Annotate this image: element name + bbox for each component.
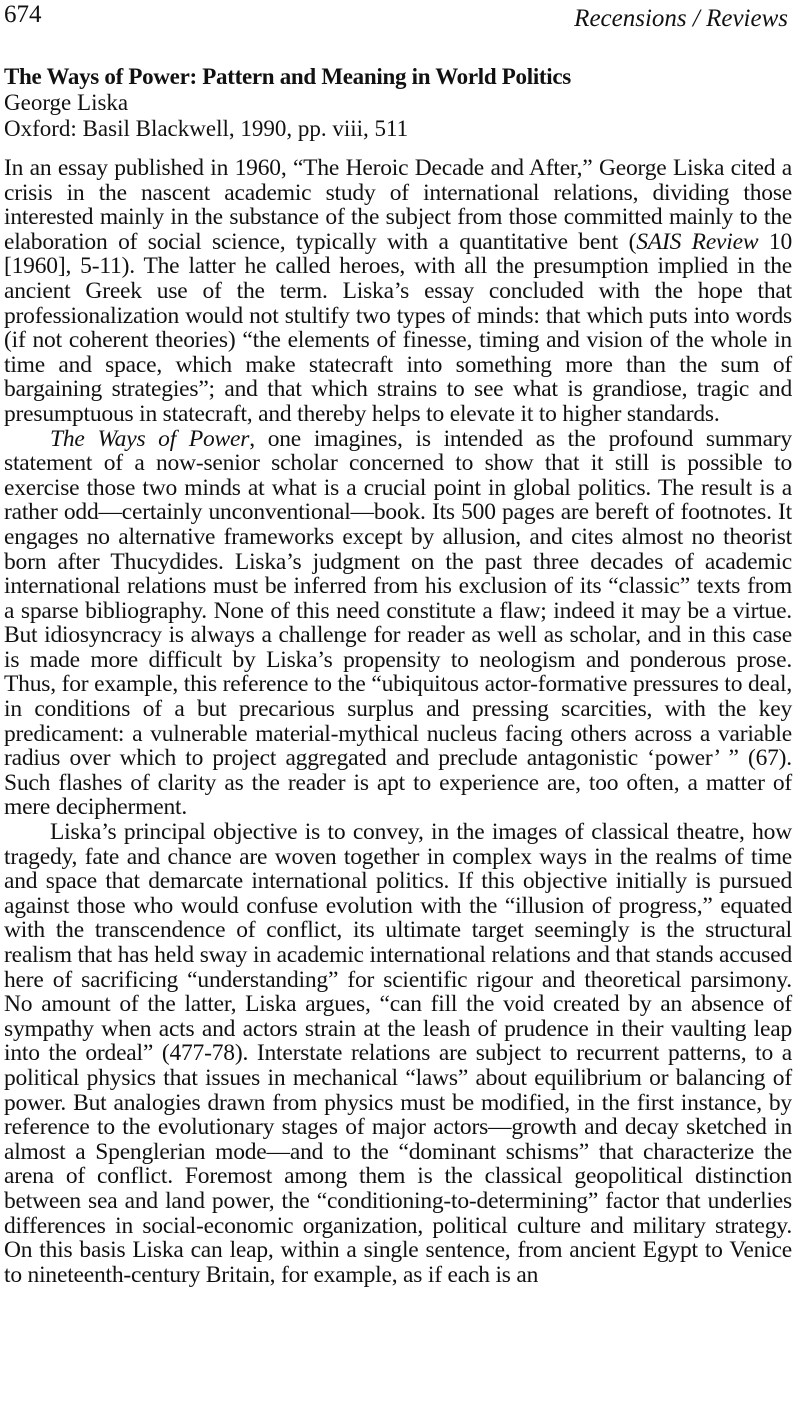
section-title: Recensions / Reviews [574, 5, 788, 32]
book-citation [4, 64, 784, 142]
journal-name: SAIS Review [636, 228, 759, 255]
review-body [4, 156, 792, 1287]
paragraph-2-text: , one imagines, is intended as the profound summary statement of a now-senior scholar concerned to show that it still is possible to exercise those two minds at what is a crucial point in global politics. The result is a rather odd—certainly unconventional—book. Its 500 pages are bereft of footnotes. It engages no alternative frameworks except by allusion, and cites almost no theorist born after Thucydides. Liska’s judgment on the past three decades of academic international relations must be inferred from his exclusion of its “classic” texts from a sparse bibliography. None of this need constitute a flaw; indeed it may be a virtue. But idiosyncracy is always a challenge for reader as well as scholar, and in this case is made more difficult by Liska’s propensity to neologism and ponderous prose. Thus, for example, this reference to the “ubiquitous actor-formative pressures to deal, in conditions of a but precarious surplus and pressing scarcities, with the key predicament: a vulnerable material-mythical nucleus facing others across a variable radius over which to project aggregated and preclude antagonistic ‘power’ ” (67). Such flashes of clarity as the reader is apt to experience are, too often, a matter of mere decipherment. [4, 425, 792, 821]
running-header [4, 0, 788, 36]
page-number: 674 [4, 1, 42, 28]
review-paragraph-1 [4, 156, 792, 427]
book-title: The Ways of Power: Pattern and Meaning in World Politics [4, 64, 571, 89]
book-publication-details: Oxford: Basil Blackwell, 1990, pp. viii, 511 [4, 116, 409, 141]
paragraph-3-text: Liska’s principal objective is to convey, in the images of classical theatre, how tragedy, fate and chance are woven together in complex ways in the realms of time and space that demarcate international politics. If this objective initially is pursued against those who would confuse evolution with the “illusion of progress,” equated with the transcendence of conflict, its ultimate target seemingly is the structural realism that has held sway in academic international relations and that stands accused here of sacrificing “understanding” for scientific rigour and theoretical parsimony. No amount of the latter, Liska argues, “can fill the void created by an absence of sympathy when acts and actors strain at the leash of prudence in their vaulting leap into the ordeal” (477-78). Interstate relations are subject to recurrent patterns, to a political physics that issues in mechanical “laws” about equilibrium or balancing of power. But analogies drawn from physics must be modified, in the first instance, by reference to the evolutionary stages of major actors—growth and decay sketched in almost a Spenglerian mode—and to the “dominant schisms” that characterize the arena of conflict. Foremost among them is the classical geopolitical distinction between sea and land power, the “conditioning-to-determining” factor that underlies differences in social-economic organization, political culture and military strategy. On this basis Liska can leap, within a single sentence, from ancient Egypt to Venice to nineteenth-century Britain, for example, as if each is an [4, 819, 792, 1288]
review-paragraph-3 [4, 820, 792, 1287]
reviewed-book-title: The Ways of Power [50, 425, 250, 452]
paragraph-1-text-a: In an essay published in 1960, “The Heroic Decade and After,” George Liska cited a crisis in the nascent academic study of international relations, dividing those interested mainly in the substance of the subject from those committed mainly to the elaboration of social science, typically with a quantitative bent ( [4, 155, 792, 255]
review-paragraph-2 [4, 427, 792, 821]
book-author: George Liska [4, 90, 129, 115]
paragraph-1-text-b: 10 [1960], 5-11). The latter he called heroes, with all the presumption implied in the ancient Greek use of the term. Liska’s essay concluded with the hope that professionalization would not stultify two types of minds: that which puts into words (if not coherent theories) “the elements of finesse, timing and vision of the whole in time and space, which make statecraft into something more than the sum of bargaining strategies”; and that which strains to see what is grandiose, tragic and presumptuous in statecraft, and thereby helps to elevate it to higher standards. [4, 228, 792, 427]
